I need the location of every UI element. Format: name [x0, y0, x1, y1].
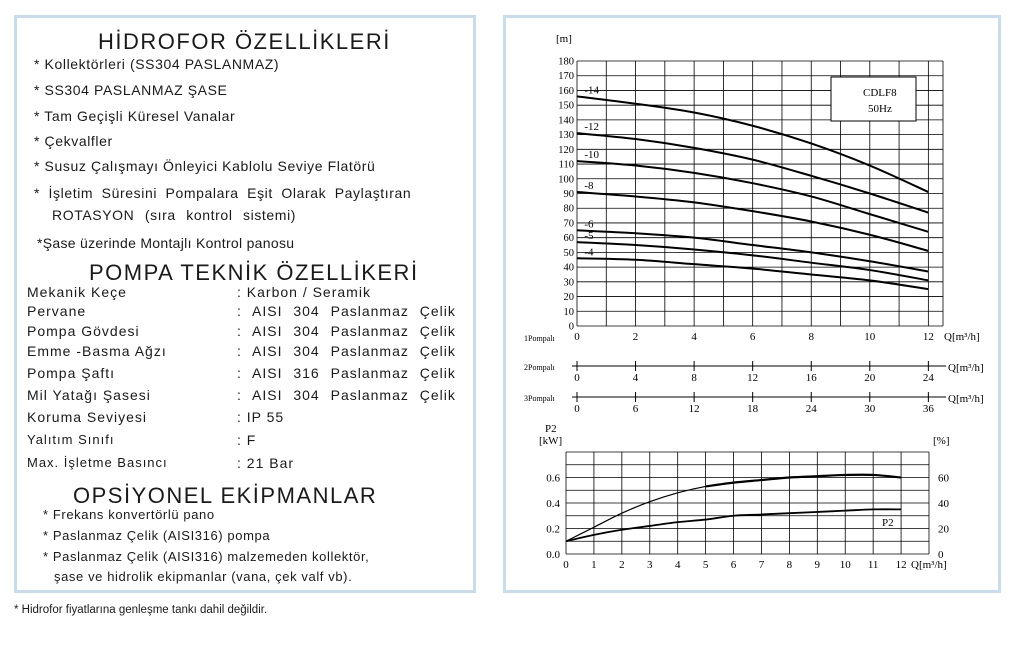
x-tick-label: 12	[895, 559, 907, 571]
feature-item: * Çekvalfler	[34, 133, 113, 149]
head-curve-label: -5	[584, 230, 594, 243]
y-tick-label: 80	[563, 203, 574, 215]
y-tick-label: 0	[568, 321, 574, 333]
spec-value: : AISI 304 Paslanmaz Çelik	[237, 387, 456, 403]
efficiency-y-ticks	[938, 473, 950, 562]
x-tick-label: 10	[839, 559, 851, 571]
x-tick-label: 1	[591, 559, 597, 571]
pump-curves-svg	[506, 18, 998, 590]
x-tick-label: 6	[730, 559, 737, 571]
spec-label: Pervane	[27, 303, 87, 319]
axis-tick-label: 4	[632, 372, 639, 384]
title-pompa-teknik: POMPA TEKNİK ÖZELLİKERİ	[89, 260, 419, 285]
head-curve-label: -14	[584, 84, 599, 97]
spec-label: Emme -Basma Ağzı	[27, 343, 167, 359]
option-item: * Paslanmaz Çelik (AISI316) pompa	[43, 528, 271, 543]
y2-tick-label: 20	[938, 523, 949, 536]
feature-item: * SS304 PASLANMAZ ŞASE	[34, 82, 228, 98]
axis-tick-label: 24	[805, 403, 817, 415]
x-axis-label: Q[m³/h]	[944, 331, 980, 343]
pump-count-label: 1Pompalı	[524, 334, 555, 343]
x-tick-label: 0	[574, 331, 580, 343]
axis-tick-label: 18	[747, 403, 759, 415]
head-curve-label: -10	[584, 149, 599, 162]
y-tick-label: 0.6	[546, 472, 560, 485]
title-hidrofor: HİDROFOR ÖZELLİKLERİ	[98, 29, 391, 54]
head-curve-label: -4	[584, 246, 594, 259]
axis-tick-label: 16	[805, 372, 817, 384]
axis-tick-label: 36	[922, 403, 934, 415]
spec-value: : AISI 304 Paslanmaz Çelik	[237, 303, 456, 319]
axis-unit-label: Q[m³/h]	[948, 393, 984, 405]
specs-panel	[14, 15, 476, 593]
two-pump-axis	[524, 361, 984, 384]
axis-tick-label: 0	[574, 403, 580, 415]
x-tick-label: 8	[786, 559, 793, 571]
x-tick-label: 3	[647, 559, 653, 571]
spec-value: : 21 Bar	[237, 455, 295, 471]
y-axis-label: [m]	[556, 33, 572, 45]
feature-item: * İşletim Süresini Pompalara Eşit Olarak Paylaştıran	[34, 185, 412, 201]
y-tick-label: 0.0	[546, 549, 560, 561]
efficiency-curve-highlight	[706, 475, 901, 487]
y-tick-label: 60	[563, 233, 574, 245]
x-tick-label: 7	[758, 559, 765, 571]
pump-count-label: 3Pompalı	[524, 394, 555, 403]
footnote: * Hidrofor fiyatlarına genleşme tankı dahil değildir.	[14, 604, 268, 616]
y-tick-label: 160	[558, 85, 574, 97]
feature-item: * Tam Geçişli Küresel Vanalar	[34, 108, 236, 124]
percent-label: [%]	[933, 435, 950, 447]
p2-label: P2	[545, 423, 557, 435]
head-y-ticks	[558, 57, 574, 333]
y2-tick-label: 60	[938, 472, 949, 485]
feature-item: *Şase üzerinde Montajlı Kontrol panosu	[37, 235, 295, 251]
title-opsiyonel: OPSİYONEL EKİPMANLAR	[73, 483, 378, 508]
x-tick-label: 4	[691, 331, 697, 343]
y-tick-label: 0.4	[546, 498, 560, 510]
option-item: şase ve hidrolik ekipmanlar (vana, çek valf vb).	[54, 569, 353, 584]
axis-tick-label: 8	[691, 372, 697, 384]
x-tick-label: 2	[619, 559, 625, 571]
head-curve-label: -8	[584, 180, 594, 193]
x-tick-label: 10	[864, 331, 876, 343]
feature-item: * Susuz Çalışmayı Önleyici Kablolu Seviye Flatörü	[34, 158, 376, 174]
y-tick-label: 120	[558, 144, 574, 156]
spec-label: Pompa Şaftı	[27, 365, 116, 381]
y-tick-label: 50	[563, 247, 574, 259]
x-tick-label: 9	[814, 559, 821, 571]
spec-label: Mekanik Keçe	[27, 284, 127, 300]
head-curve-label: -12	[584, 121, 599, 134]
feature-item: * Kollektörleri (SS304 PASLANMAZ)	[34, 56, 280, 72]
model-frequency: 50Hz	[868, 103, 892, 115]
axis-tick-label: 30	[864, 403, 876, 415]
x-tick-label: 4	[674, 559, 681, 571]
curves-panel	[503, 15, 1001, 593]
axis-tick-label: 24	[922, 372, 934, 384]
y-tick-label: 110	[558, 159, 574, 171]
power-grid	[566, 452, 929, 554]
option-item: * Frekans konvertörlü pano	[43, 507, 215, 522]
spec-label: Mil Yatağı Şasesi	[27, 387, 151, 403]
y-tick-label: 70	[563, 218, 574, 230]
spec-value: : F	[237, 432, 257, 448]
head-flow-chart	[524, 33, 980, 343]
spec-value: : AISI 316 Paslanmaz Çelik	[237, 365, 456, 381]
axis-tick-label: 6	[632, 403, 639, 415]
y-tick-label: 20	[563, 292, 574, 304]
spec-label: Koruma Seviyesi	[27, 409, 148, 425]
power-efficiency-chart	[539, 423, 950, 571]
x-tick-label: 6	[749, 331, 756, 343]
y-tick-label: 180	[558, 56, 574, 68]
axis-tick-label: 12	[747, 372, 759, 384]
head-curve-label: -6	[584, 218, 594, 231]
model-name: CDLF8	[863, 87, 897, 99]
axis-tick-label: 12	[688, 403, 700, 415]
option-item: * Paslanmaz Çelik (AISI316) malzemeden kollektör,	[43, 549, 370, 564]
axis-tick-label: 0	[574, 372, 580, 384]
spec-label: Max. İşletme Basıncı	[27, 455, 168, 470]
feature-item: ROTASYON (sıra kontrol sistemi)	[52, 207, 297, 223]
x-tick-label: 5	[702, 559, 709, 571]
x-tick-label: 0	[563, 559, 569, 571]
pump-count-label: 2Pompalı	[524, 363, 555, 372]
x-tick-label: 11	[867, 559, 879, 571]
spec-value: : Karbon / Seramik	[237, 284, 371, 300]
axis-tick-label: 20	[864, 372, 876, 384]
axis-unit-label: Q[m³/h]	[948, 362, 984, 374]
spec-value: : IP 55	[237, 409, 285, 425]
x-axis-label-2: Q[m³/h]	[911, 559, 947, 571]
x-tick-label: 12	[922, 331, 934, 343]
y2-tick-label: 0	[938, 549, 944, 561]
y-tick-label: 170	[558, 71, 574, 83]
y-tick-label: 140	[558, 115, 574, 127]
head-x-ticks	[574, 331, 934, 343]
three-pump-axis	[524, 392, 984, 415]
x-tick-label: 2	[632, 331, 639, 343]
spec-value: : AISI 304 Paslanmaz Çelik	[237, 343, 456, 359]
y-tick-label: 130	[558, 130, 574, 142]
power-y-ticks	[546, 473, 560, 562]
p2-curve-label: P2	[882, 517, 894, 529]
spec-value: : AISI 304 Paslanmaz Çelik	[237, 323, 456, 339]
power-x-ticks	[563, 559, 906, 571]
y-tick-label: 150	[558, 100, 574, 112]
y-tick-label: 30	[563, 277, 574, 289]
y-tick-label: 0.2	[546, 523, 560, 536]
y-tick-label: 10	[563, 306, 574, 318]
spec-label: Yalıtım Sınıfı	[27, 432, 115, 447]
y-tick-label: 90	[563, 189, 574, 200]
y-tick-label: 40	[563, 262, 574, 274]
y-tick-label: 100	[558, 174, 574, 186]
y2-tick-label: 40	[938, 498, 949, 510]
x-tick-label: 8	[808, 331, 814, 343]
kw-label: [kW]	[539, 435, 563, 447]
spec-label: Pompa Gövdesi	[27, 323, 140, 339]
